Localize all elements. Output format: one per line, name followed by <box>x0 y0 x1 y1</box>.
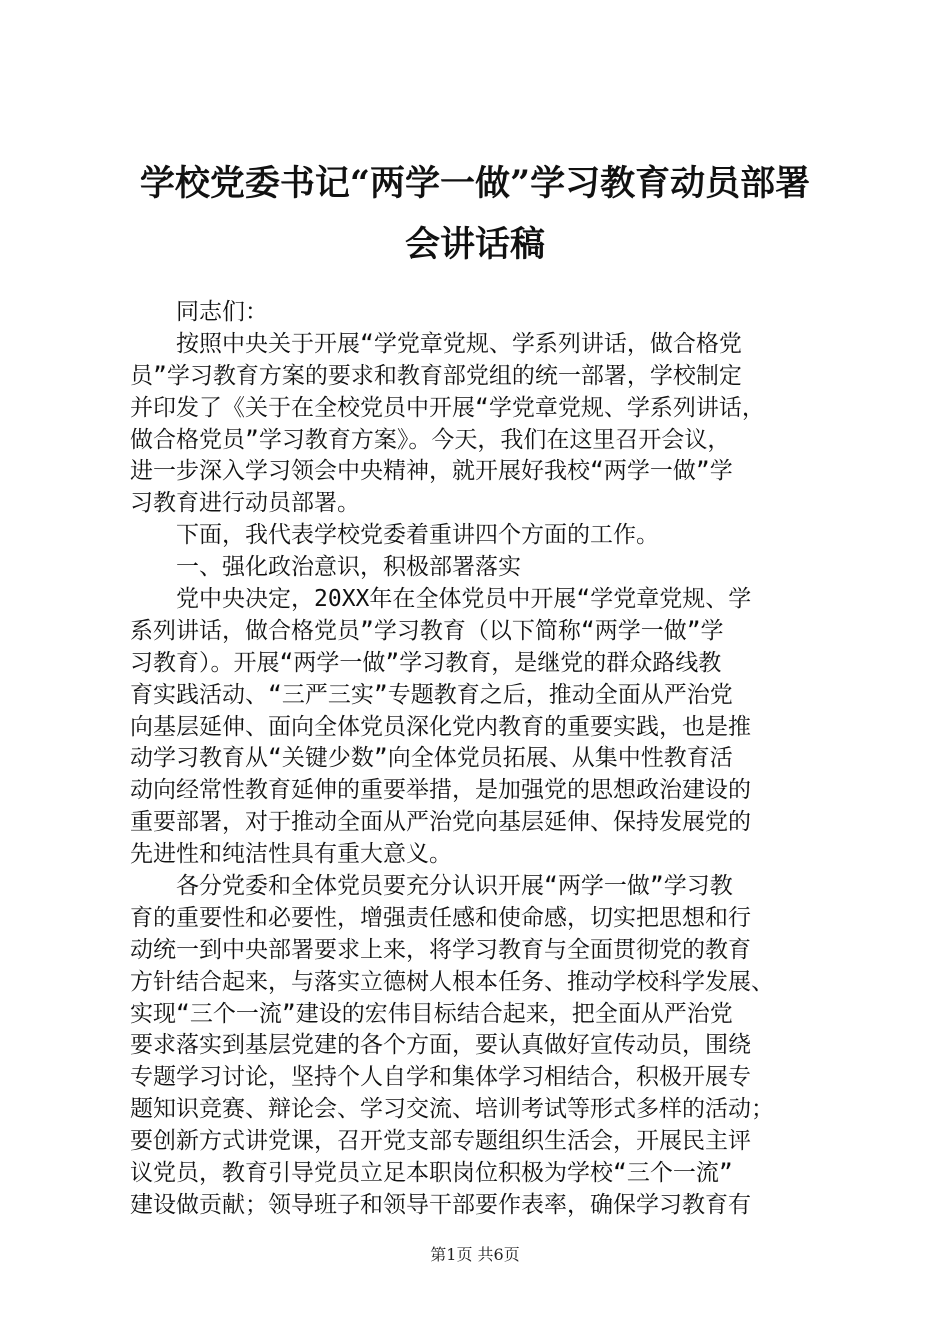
body-text-line: 题知识竞赛、辩论会、学习交流、培训考试等形式多样的活动； <box>130 1096 774 1123</box>
body-text-line: 系列讲话，做合格党员”学习教育（以下简称“两学一做”学 <box>130 617 724 644</box>
body-text-line: 动向经常性教育延伸的重要举措，是加强党的思想政治建设的 <box>130 777 751 804</box>
body-text-line: 员”学习教育方案的要求和教育部党组的统一部署，学校制定 <box>130 362 742 389</box>
body-text-line: 动学习教育从“关键少数”向全体党员拓展、从集中性教育活 <box>130 745 733 772</box>
body-text-line: 育实践活动、“三严三实”专题教育之后，推动全面从严治党 <box>130 681 733 708</box>
body-text-line: 育的重要性和必要性，增强责任感和使命感，切实把思想和行 <box>130 904 751 931</box>
body-text-line: 动统一到中央部署要求上来，将学习教育与全面贯彻党的教育 <box>130 936 751 963</box>
body-text-line: 下面，我代表学校党委着重讲四个方面的工作。 <box>130 522 659 549</box>
body-text-line: 先进性和纯洁性具有重大意义。 <box>130 841 452 868</box>
body-text-line: 专题学习讨论，坚持个人自学和集体学习相结合，积极开展专 <box>130 1064 751 1091</box>
body-text-line: 按照中央关于开展“学党章党规、学系列讲话，做合格党 <box>130 330 742 357</box>
body-text-line: 习教育）。开展“两学一做”学习教育，是继党的群众路线教 <box>130 649 722 676</box>
body-text-line: 重要部署，对于推动全面从严治党向基层延伸、保持发展党的 <box>130 809 751 836</box>
document-body <box>130 297 830 1222</box>
body-text-line: 同志们： <box>130 299 268 325</box>
document-title-line-2: 会讲话稿 <box>404 224 545 265</box>
body-text-line: 党中央决定，20XX年在全体党员中开展“学党章党规、学 <box>130 586 752 613</box>
body-text-line: 习教育进行动员部署。 <box>130 490 360 517</box>
document-title-line-1: 学校党委书记“两学一做”学习教育动员部署 <box>139 163 811 204</box>
body-text-line: 一、强化政治意识，积极部署落实 <box>130 554 521 581</box>
page-number-footer: 第1页 共6页 <box>430 1245 520 1264</box>
body-text-line: 各分党委和全体党员要充分认识开展“两学一做”学习教 <box>130 873 733 900</box>
body-text-line: 进一步深入学习领会中央精神，就开展好我校“两学一做”学 <box>130 458 733 485</box>
body-text-line: 建设做贡献；领导班子和领导干部要作表率，确保学习教育有 <box>130 1191 751 1218</box>
body-text-line: 方针结合起来，与落实立德树人根本任务、推动学校科学发展、 <box>130 968 774 995</box>
body-text-line: 并印发了《关于在全校党员中开展“学党章党规、学系列讲话， <box>130 394 765 421</box>
body-text-line: 向基层延伸、面向全体党员深化党内教育的重要实践，也是推 <box>130 713 751 740</box>
body-text-line: 实现“三个一流”建设的宏伟目标结合起来，把全面从严治党 <box>130 1000 733 1027</box>
body-text-line: 要求落实到基层党建的各个方面，要认真做好宣传动员，围绕 <box>130 1032 751 1059</box>
body-text-line: 议党员，教育引导党员立足本职岗位积极为学校“三个一流” <box>130 1160 733 1187</box>
body-text-line: 要创新方式讲党课，召开党支部专题组织生活会，开展民主评 <box>130 1128 751 1155</box>
body-text-line: 做合格党员”学习教育方案》。今天，我们在这里召开会议， <box>130 426 731 453</box>
